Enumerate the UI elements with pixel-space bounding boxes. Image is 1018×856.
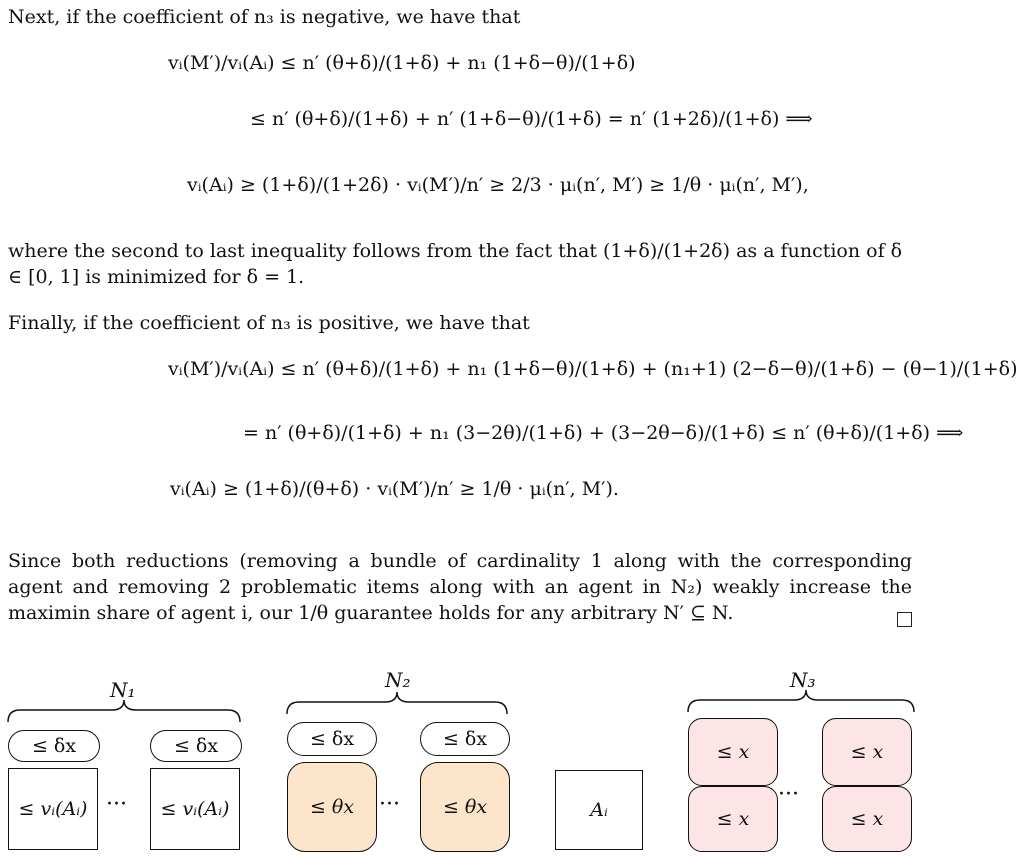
n2-small-item-left: ≤ δx (287, 722, 377, 756)
equation-2-line-3: vᵢ(Aᵢ) ≥ (1+δ)/(θ+δ) · vᵢ(M′)/n′ ≥ 1/θ · μᵢ(n′, M′). (170, 478, 619, 500)
n2-bundle-left: ≤ θx (287, 762, 377, 852)
group-label-n3: N₃ (790, 668, 816, 692)
figure-allocation (0, 662, 920, 856)
n2-ellipsis: ··· (379, 792, 400, 817)
brace-n1 (8, 700, 240, 722)
paragraph-finally-positive: Finally, if the coefficient of n₃ is positive, we have that (8, 312, 530, 334)
n1-small-item-left: ≤ δx (8, 730, 100, 762)
n2-small-item-right: ≤ δx (420, 722, 510, 756)
equation-2-line-1: vᵢ(M′)/vᵢ(Aᵢ) ≤ n′ (θ+δ)/(1+δ) + n₁ (1+δ−θ)/(1+δ) + (n₁+1) (2−δ−θ)/(1+δ) − (θ−1)/(1+δ) (168, 358, 1018, 380)
equation-1-line-1: vᵢ(M′)/vᵢ(Aᵢ) ≤ n′ (θ+δ)/(1+δ) + n₁ (1+δ−θ)/(1+δ) (168, 52, 636, 74)
n3-item-bottom-right: ≤ x (822, 786, 912, 852)
equation-1-line-2: ≤ n′ (θ+δ)/(1+δ) + n′ (1+δ−θ)/(1+δ) = n′ (1+2δ)/(1+δ) ⟹ (250, 108, 813, 130)
paragraph-minimized-note: where the second to last inequality follows from the fact that (1+δ)/(1+2δ) as a function of δ ∈ [0, 1] is minimized for δ = 1. (8, 240, 903, 288)
n1-bundle-left: ≤ vᵢ(Aᵢ) (8, 768, 98, 850)
equation-2-line-2: = n′ (θ+δ)/(1+δ) + n₁ (3−2θ)/(1+δ) + (3−2θ−δ)/(1+δ) ≤ n′ (θ+δ)/(1+δ) ⟹ (243, 422, 964, 444)
equation-1-line-3: vᵢ(Aᵢ) ≥ (1+δ)/(1+2δ) · vᵢ(M′)/n′ ≥ 2/3 · μᵢ(n′, M′) ≥ 1/θ · μᵢ(n′, M′), (187, 174, 809, 196)
group-label-n2: N₂ (385, 668, 411, 692)
paragraph-reductions: Since both reductions (removing a bundle of cardinality 1 along with the corresponding agent and removing 2 problematic items along with an agent in N₂) weakly increase the maximin share of agent i, our 1/θ guarantee holds for any arbitrary N′ ⊆ N. (8, 550, 912, 624)
n3-item-top-right: ≤ x (822, 718, 912, 786)
n3-ellipsis: ··· (778, 782, 799, 807)
brace-n3 (688, 690, 914, 712)
qed-square-icon (897, 612, 912, 627)
n1-ellipsis: ··· (106, 792, 127, 817)
brace-n2 (287, 692, 507, 714)
agent-i-bundle: Aᵢ (555, 770, 643, 850)
group-label-n1: N₁ (110, 678, 136, 702)
n3-item-top-left: ≤ x (688, 718, 778, 786)
n3-item-bottom-left: ≤ x (688, 786, 778, 852)
n2-bundle-right: ≤ θx (420, 762, 510, 852)
n1-small-item-right: ≤ δx (150, 730, 242, 762)
n1-bundle-right: ≤ vᵢ(Aᵢ) (150, 768, 240, 850)
paragraph-next-negative: Next, if the coefficient of n₃ is negative, we have that (8, 6, 521, 28)
